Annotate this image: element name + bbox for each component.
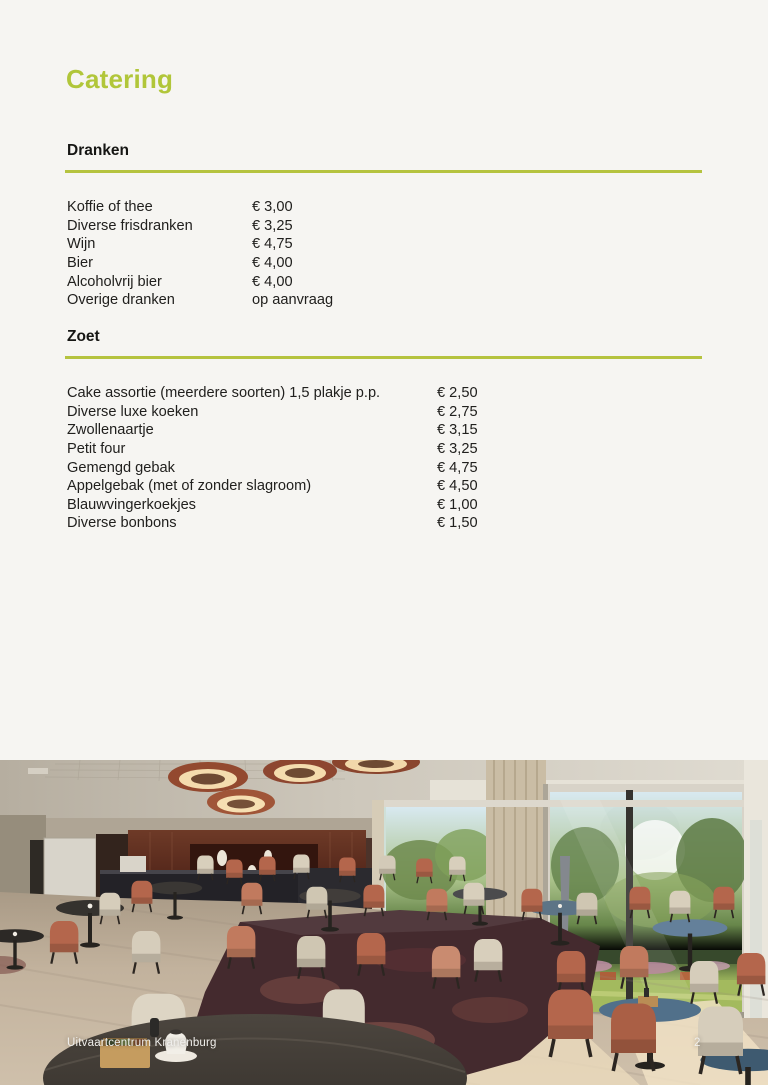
item-label: Diverse bonbons (67, 515, 177, 532)
item-price: € 3,00 (252, 199, 293, 216)
menu-item-row (67, 496, 717, 515)
menu-item-row (67, 403, 717, 422)
item-price: € 3,15 (437, 422, 478, 439)
item-label: Koffie of thee (67, 199, 153, 216)
drinks-price-list (67, 198, 687, 310)
item-label: Petit four (67, 441, 126, 458)
menu-item-row (67, 272, 687, 291)
section-heading-zoet: Zoet (67, 328, 100, 345)
menu-item-row (67, 477, 717, 496)
item-price: € 1,50 (437, 515, 478, 532)
item-price: op aanvraag (252, 292, 334, 309)
menu-item-row (67, 217, 687, 236)
menu-item-row (67, 458, 717, 477)
sweets-price-list (67, 384, 717, 533)
item-label: Appelgebak (met of zonder slagroom) (67, 478, 312, 495)
item-label: Alcoholvrij bier (67, 273, 162, 290)
item-price: € 4,75 (252, 236, 293, 253)
item-label: Zwollenaartje (67, 422, 154, 439)
section-divider (65, 356, 702, 359)
item-label: Diverse luxe koeken (67, 403, 199, 420)
item-label: Bier (67, 255, 93, 272)
menu-item-row (67, 440, 717, 459)
menu-item-row (67, 291, 687, 310)
item-price: € 1,00 (437, 496, 478, 513)
item-price: € 4,50 (437, 478, 478, 495)
menu-item-row (67, 235, 687, 254)
item-price: € 3,25 (252, 217, 293, 234)
item-price: € 2,50 (437, 385, 478, 402)
item-price: € 4,00 (252, 273, 293, 290)
menu-item-row (67, 254, 687, 273)
item-label: Blauwvingerkoekjes (67, 496, 196, 513)
section-heading-dranken: Dranken (67, 142, 130, 159)
item-label: Cake assortie (meerdere soorten) 1,5 plakje p.p. (67, 385, 381, 402)
menu-item-row (67, 198, 687, 217)
page-title: Catering (66, 64, 174, 94)
item-price: € 4,00 (252, 255, 293, 272)
item-label: Wijn (67, 236, 96, 253)
footer-page-number: 2 (694, 1037, 701, 1049)
menu-item-row (67, 514, 717, 533)
footer-site-name: Uitvaartcentrum Kranenburg (67, 1037, 217, 1049)
item-price: € 4,75 (437, 459, 478, 476)
menu-item-row (67, 384, 717, 403)
item-label: Overige dranken (67, 292, 175, 309)
menu-item-row (67, 421, 717, 440)
item-price: € 2,75 (437, 403, 478, 420)
item-label: Gemengd gebak (67, 459, 175, 476)
item-price: € 3,25 (437, 441, 478, 458)
item-label: Diverse frisdranken (67, 217, 193, 234)
section-divider (65, 170, 702, 173)
